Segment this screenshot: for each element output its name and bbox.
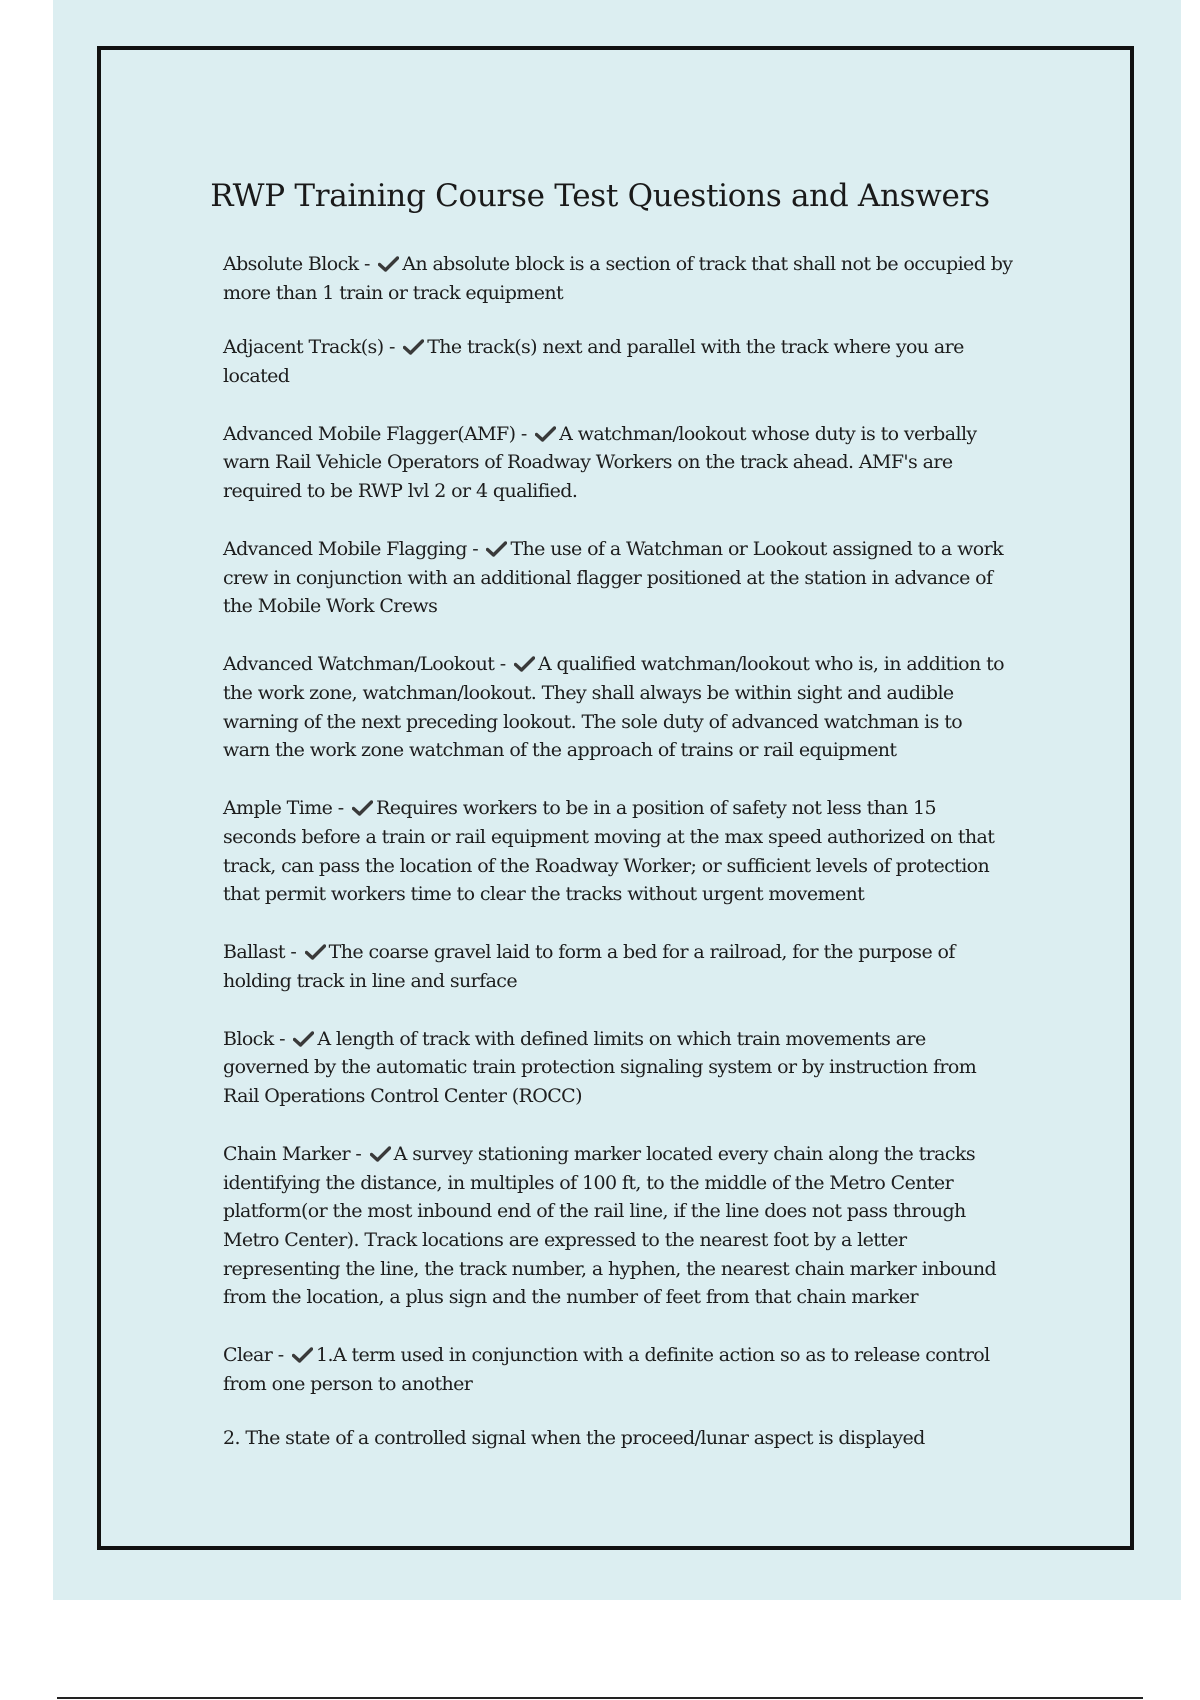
qa-item — [223, 1341, 1013, 1398]
qa-separator: - — [272, 1344, 289, 1367]
qa-separator: - — [494, 653, 511, 676]
qa-item — [223, 1140, 1013, 1312]
qa-separator: - — [383, 336, 401, 359]
qa-definition: An absolute block is a section of track that shall not be occupied by more than 1 train or track equipment — [223, 253, 1013, 304]
qa-definition: A survey stationing marker located every chain along the tracks identifying the distance, in multiples of 100 ft, to the middle of the Metro Center platform(or the most inbound end of the rail line, if the line does not pass through Metro Center). Track locations are expressed to the nearest foot by a letter representing the line, the track number, a hyphen, the nearest chain marker inbound from the location, a plus sign and the number of feet from that chain marker — [223, 1143, 997, 1309]
qa-item — [223, 420, 1013, 506]
qa-term: Advanced Mobile Flagging — [223, 538, 467, 561]
qa-separator: - — [515, 422, 533, 445]
qa-item — [223, 333, 1013, 390]
check-icon — [293, 1031, 314, 1047]
qa-separator: - — [358, 253, 376, 275]
qa-definition: A length of track with defined limits on which train movements are governed by the automatic train protection signaling system or by instruction from Rail Operations Control Center (ROCC) — [223, 1027, 977, 1108]
qa-item — [223, 1025, 1013, 1111]
qa-item — [223, 938, 1013, 995]
qa-item — [223, 650, 1013, 764]
qa-term: Adjacent Track(s) — [223, 336, 384, 359]
footer-divider — [57, 1697, 1143, 1699]
qa-definition: A watchman/lookout whose duty is to verbally warn Rail Vehicle Operators of Roadway Workers on the track ahead. AMF's are required to be RWP lvl 2 or 4 qualified. — [223, 422, 977, 503]
qa-list — [223, 250, 1013, 1453]
qa-definition: The coarse gravel laid to form a bed for a railroad, for the purpose of holding track in line and surface — [223, 941, 955, 992]
qa-term: Clear — [223, 1344, 273, 1367]
qa-separator: - — [349, 1143, 367, 1166]
qa-separator: - — [332, 797, 349, 820]
page-title: RWP Training Course Test Questions and Answers — [210, 178, 990, 214]
qa-item — [223, 794, 1013, 908]
qa-term: Ample Time — [223, 797, 333, 820]
qa-term: Advanced Watchman/Lookout — [223, 653, 495, 676]
qa-item — [223, 535, 1013, 621]
check-icon — [486, 541, 507, 557]
qa-term: Absolute Block — [223, 253, 359, 275]
qa-definition: The track(s) next and parallel with the track where you are located — [223, 336, 964, 387]
qa-definition: The use of a Watchman or Lookout assigned to a work crew in conjunction with an additional flagger positioned at the station in advance of the Mobile Work Crews — [223, 538, 1004, 618]
qa-continuation: 2. The state of a controlled signal when the proceed/lunar aspect is displayed — [223, 1427, 925, 1450]
check-icon — [305, 944, 326, 960]
qa-definition: Requires workers to be in a position of safety not less than 15 seconds before a train or rail equipment moving at the max speed authorized on that track, can pass the location of the Roadway Worker; or sufficient levels of protection that permit workers time to clear the tracks without urgent movement — [223, 797, 995, 906]
check-icon — [514, 656, 535, 672]
check-icon — [352, 800, 373, 816]
check-icon — [535, 426, 556, 442]
qa-definition: 1.A term used in conjunction with a definite action so as to release control from one person to another — [223, 1344, 990, 1395]
qa-term: Chain Marker — [223, 1143, 350, 1166]
qa-term: Advanced Mobile Flagger(AMF) — [223, 422, 516, 445]
qa-item — [223, 250, 1013, 307]
qa-definition: A qualified watchman/lookout who is, in addition to the work zone, watchman/lookout. They shall always be within sight and audible warning of the next preceding lookout. The sole duty of advanced watchman is to warn the work zone watchman of the approach of trains or rail equipment — [223, 653, 1004, 762]
qa-separator: - — [466, 538, 484, 561]
qa-separator: - — [284, 941, 302, 964]
qa-term: Block — [223, 1027, 274, 1050]
qa-term: Ballast — [223, 941, 285, 964]
check-icon — [378, 256, 399, 272]
check-icon — [403, 339, 424, 355]
check-icon — [292, 1347, 313, 1363]
qa-separator: - — [273, 1027, 291, 1050]
check-icon — [370, 1146, 391, 1162]
